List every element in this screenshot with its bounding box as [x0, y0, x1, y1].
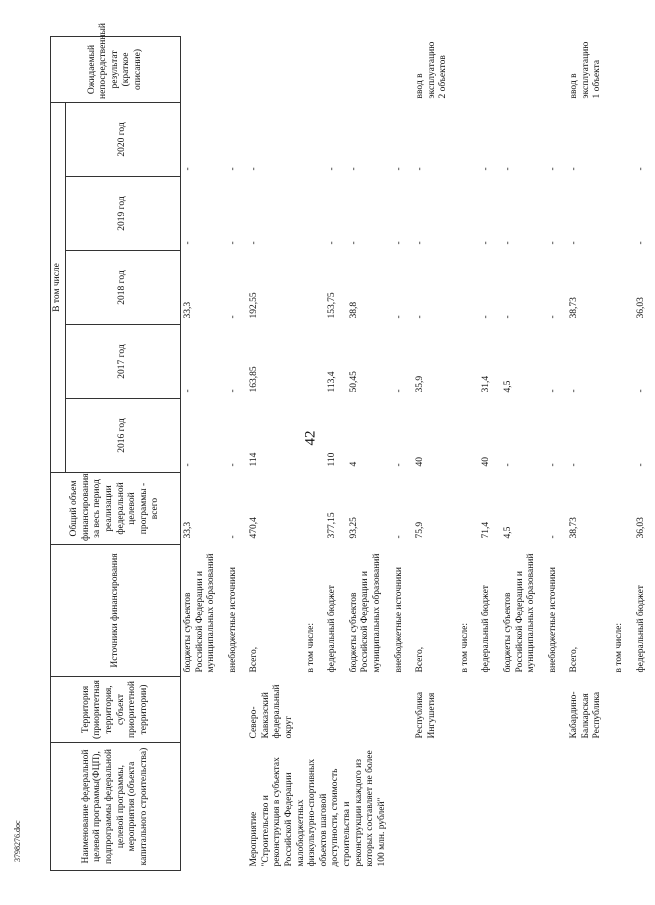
table-header	[51, 23, 181, 870]
cell-2020: -	[249, 167, 260, 171]
cell-territory: Республика Ингушетия	[415, 691, 437, 739]
cell-total: 470,4	[249, 517, 260, 539]
cell-2016: -	[502, 463, 513, 467]
cell-total: 71,4	[481, 521, 492, 539]
header-year-2019: 2019 год	[66, 177, 181, 251]
cell-2016: 40	[481, 457, 492, 467]
cell-territory	[612, 677, 634, 743]
cell-funding-source: федеральный бюджет	[327, 585, 338, 673]
cell-total: 33,3	[183, 521, 193, 539]
cell-territory	[458, 677, 480, 743]
cell-expected-result	[226, 36, 248, 102]
cell-territory	[347, 677, 392, 743]
cell-total: 38,73	[569, 517, 580, 539]
cell-2020: -	[327, 167, 338, 171]
cell-2017	[304, 325, 326, 399]
financing-table	[50, 23, 655, 871]
header-year-2016: 2016 год	[66, 399, 181, 473]
cell-2020: -	[183, 167, 193, 171]
cell-territory	[226, 677, 248, 743]
cell-2020	[612, 102, 634, 176]
cell-2018: 33,3	[183, 301, 193, 319]
cell-expected-result	[181, 36, 226, 102]
cell-2020: -	[415, 167, 426, 171]
page-number: 42	[302, 430, 319, 446]
header-funding-source: Источники финансирования	[51, 545, 181, 677]
cell-2019: -	[635, 241, 646, 245]
cell-funding-source: в том числе:	[614, 622, 625, 673]
cell-event-name	[181, 743, 226, 871]
cell-2018	[458, 251, 480, 325]
table-body	[181, 36, 655, 870]
cell-2019: -	[547, 241, 558, 245]
cell-2018: 38,73	[569, 297, 580, 319]
cell-total	[304, 473, 326, 545]
cell-2016: -	[227, 463, 238, 467]
cell-2020: -	[481, 167, 492, 171]
cell-funding-source: внебюджетные источники	[393, 567, 404, 673]
cell-2018: -	[415, 315, 426, 319]
cell-2018: -	[227, 315, 238, 319]
cell-2017: 31,4	[481, 375, 492, 393]
cell-territory	[546, 677, 568, 743]
cell-2017: 50,45	[348, 371, 359, 393]
cell-territory: Северо-Кавказский федеральный округ	[249, 684, 295, 739]
cell-total: -	[547, 535, 558, 539]
cell-2019: -	[393, 241, 404, 245]
cell-2018: 36,03	[635, 297, 646, 319]
cell-2019: -	[327, 241, 338, 245]
cell-2016	[458, 399, 480, 473]
cell-funding-source: бюджеты субъектов Российской Федерации и муниципальных образований	[502, 553, 537, 673]
cell-event-name: Мероприятие "Строительство и реконструкция в субъектах Российской Федерации малобюджетных физкультурно-спортивных объектов шаговой доступности, стоимость строительства и реконструкции каждого из которых составляет не более 100 млн. рублей"	[249, 750, 387, 867]
cell-2019: -	[249, 241, 260, 245]
cell-expected-result: ввод в эксплуатацию 2 объектов	[415, 41, 449, 99]
header-including: В том числе	[51, 102, 66, 472]
cell-total: 377,15	[327, 512, 338, 539]
cell-2019: -	[348, 241, 359, 245]
cell-2016: -	[393, 463, 404, 467]
cell-expected-result	[247, 36, 303, 102]
cell-2018: -	[502, 315, 513, 319]
table-row	[247, 36, 303, 870]
cell-2018: -	[547, 315, 558, 319]
cell-2017	[612, 325, 634, 399]
cell-total: -	[227, 535, 238, 539]
cell-2016	[304, 399, 326, 473]
cell-2019	[304, 177, 326, 251]
cell-2019	[458, 177, 480, 251]
cell-2020: -	[547, 167, 558, 171]
cell-territory	[634, 677, 655, 743]
cell-event-name	[226, 743, 248, 871]
cell-2018	[304, 251, 326, 325]
cell-2018	[612, 251, 634, 325]
cell-expected-result	[612, 36, 634, 102]
cell-total: 75,9	[415, 521, 426, 539]
cell-2017: -	[547, 389, 558, 393]
cell-territory	[479, 677, 501, 743]
header-program-name: Наименование федеральной целевой программы(ФЦП), подпрограммы федеральной целевой программы, мероприятия (объекта капитального строительства)	[51, 743, 181, 871]
cell-expected-result	[304, 36, 326, 102]
cell-2016	[612, 399, 634, 473]
cell-2016: -	[547, 463, 558, 467]
cell-2017: -	[183, 389, 193, 393]
cell-2020: -	[569, 167, 580, 171]
cell-2016: -	[183, 463, 193, 467]
cell-expected-result	[479, 36, 501, 102]
cell-territory	[392, 677, 414, 743]
cell-territory: Кабардино-Балкарская Республика	[569, 691, 603, 739]
cell-expected-result	[458, 36, 480, 102]
cell-total	[612, 473, 634, 545]
cell-total: 36,03	[635, 517, 646, 539]
cell-2017: 4,5	[502, 380, 513, 393]
cell-funding-source: федеральный бюджет	[635, 585, 646, 673]
document-code: 3798276.doc	[13, 820, 22, 862]
header-total-volume: Общий объем финансирования за весь период реализации федеральной целевой программы - всего	[51, 473, 181, 545]
cell-2016: -	[635, 463, 646, 467]
cell-2020: -	[502, 167, 513, 171]
cell-2016: 4	[348, 461, 359, 467]
cell-2018: 153,75	[327, 292, 338, 319]
cell-2017: 35,9	[415, 375, 426, 393]
cell-2019: -	[415, 241, 426, 245]
cell-expected-result: ввод в эксплуатацию 1 объекта	[569, 41, 603, 99]
cell-funding-source: в том числе:	[459, 622, 470, 673]
cell-funding-source: Всего,	[415, 646, 426, 673]
header-year-2020: 2020 год	[66, 102, 181, 176]
cell-2017: -	[569, 389, 580, 393]
cell-expected-result	[546, 36, 568, 102]
cell-funding-source: в том числе:	[305, 622, 316, 673]
cell-funding-source: Всего,	[249, 646, 260, 673]
cell-2017: 113,4	[327, 371, 338, 393]
cell-2020	[304, 102, 326, 176]
cell-total: 4,5	[502, 526, 513, 539]
cell-total: 93,25	[348, 517, 359, 539]
cell-2017: -	[393, 389, 404, 393]
cell-territory	[181, 677, 226, 743]
cell-funding-source: бюджеты субъектов Российской Федерации и муниципальных образований	[183, 553, 217, 673]
cell-2017: 163,85	[249, 366, 260, 393]
cell-expected-result	[634, 36, 655, 102]
cell-2020: -	[393, 167, 404, 171]
cell-2018: -	[393, 315, 404, 319]
cell-territory	[325, 677, 347, 743]
cell-total: -	[393, 535, 404, 539]
cell-expected-result	[501, 36, 546, 102]
cell-2019: -	[569, 241, 580, 245]
cell-funding-source: внебюджетные источники	[227, 567, 238, 673]
cell-funding-source: бюджеты субъектов Российской Федерации и муниципальных образований	[348, 553, 382, 673]
cell-territory	[304, 677, 326, 743]
cell-2019: -	[227, 241, 238, 245]
header-year-2018: 2018 год	[66, 251, 181, 325]
header-expected-result: Ожидаемый непосредственный результат (краткое описание)	[51, 36, 181, 102]
cell-2019: -	[183, 241, 193, 245]
cell-2017: -	[227, 389, 238, 393]
cell-2020: -	[348, 167, 359, 171]
cell-total	[458, 473, 480, 545]
cell-2018: 38,8	[348, 301, 359, 319]
cell-2018: 192,55	[249, 292, 260, 319]
cell-territory	[501, 677, 546, 743]
cell-expected-result	[325, 36, 347, 102]
cell-funding-source: федеральный бюджет	[481, 585, 492, 673]
cell-2019	[612, 177, 634, 251]
rotated-table-container	[50, 23, 646, 871]
cell-2016: 40	[415, 457, 426, 467]
cell-2016: 110	[327, 452, 338, 467]
cell-2020: -	[635, 167, 646, 171]
cell-2018: -	[481, 315, 492, 319]
cell-2017: -	[635, 389, 646, 393]
cell-2017	[458, 325, 480, 399]
table-row	[181, 36, 226, 870]
cell-2019: -	[502, 241, 513, 245]
header-year-2017: 2017 год	[66, 325, 181, 399]
cell-funding-source: внебюджетные источники	[547, 567, 558, 673]
cell-2016: -	[569, 463, 580, 467]
cell-expected-result	[392, 36, 414, 102]
cell-2020	[458, 102, 480, 176]
header-territory: Территория (приоритетная территория, субъект приоритетной территории)	[51, 677, 181, 743]
cell-2020: -	[227, 167, 238, 171]
cell-expected-result	[347, 36, 392, 102]
cell-2016: 114	[249, 452, 260, 467]
cell-2019: -	[481, 241, 492, 245]
table-row	[226, 36, 248, 870]
cell-funding-source: Всего,	[569, 646, 580, 673]
